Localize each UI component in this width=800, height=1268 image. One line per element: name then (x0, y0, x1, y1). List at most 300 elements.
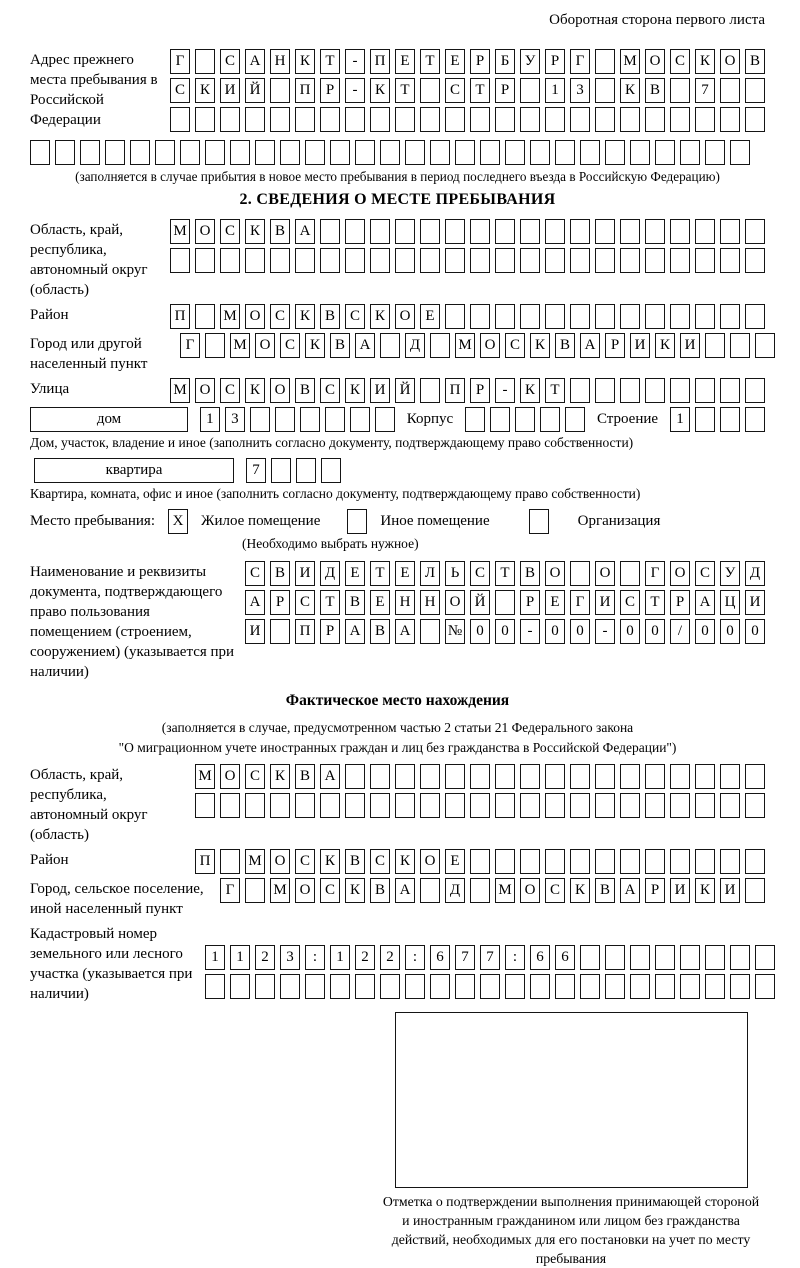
char-box (630, 974, 650, 999)
char-box (345, 248, 365, 273)
char-box (370, 793, 390, 818)
char-box (745, 107, 765, 132)
char-box: Р (320, 619, 340, 644)
char-box: В (745, 49, 765, 74)
char-box (720, 248, 740, 273)
char-box (345, 764, 365, 789)
document-rows (245, 561, 765, 648)
char-box: О (270, 849, 290, 874)
char-box: С (170, 78, 190, 103)
char-box: Р (495, 78, 515, 103)
char-box: Л (420, 561, 440, 586)
char-box: У (720, 561, 740, 586)
actual-city-boxes (220, 878, 765, 903)
char-box: : (405, 945, 425, 970)
char-box: С (320, 878, 340, 903)
char-box: 2 (255, 945, 275, 970)
char-box (220, 248, 240, 273)
char-box: 0 (495, 619, 515, 644)
char-box: Е (445, 49, 465, 74)
char-box: Р (470, 378, 490, 403)
char-box (670, 78, 690, 103)
char-box (545, 219, 565, 244)
char-box: О (670, 561, 690, 586)
stroenie-boxes (670, 407, 765, 432)
actual-district-row (30, 849, 765, 874)
char-box: В (270, 219, 290, 244)
char-box: К (570, 878, 590, 903)
char-box (320, 107, 340, 132)
char-box: Ь (445, 561, 465, 586)
char-box (645, 764, 665, 789)
cadastral-label: Кадастровый номер земельного или лесного участка (указывается при наличии) (30, 926, 193, 1002)
char-box (270, 619, 290, 644)
char-box: В (520, 561, 540, 586)
char-box: А (395, 878, 415, 903)
char-box: К (695, 878, 715, 903)
char-box: А (695, 590, 715, 615)
char-box (375, 407, 395, 432)
cadastral-rows (205, 923, 775, 1003)
char-box (530, 974, 550, 999)
char-box (490, 407, 510, 432)
char-box (620, 304, 640, 329)
char-box (321, 458, 341, 483)
char-box (695, 304, 715, 329)
char-box: И (245, 619, 265, 644)
house-row (30, 407, 765, 432)
region-label: Область, край, республика, автономный округ (область) (30, 222, 148, 298)
char-box (230, 974, 250, 999)
char-box (520, 78, 540, 103)
char-box: 3 (570, 78, 590, 103)
apartment-boxes (246, 458, 341, 483)
char-box (605, 974, 625, 999)
char-box: Д (405, 333, 425, 358)
char-box (195, 793, 215, 818)
char-box: С (280, 333, 300, 358)
stay-checkbox-other (347, 509, 367, 534)
char-box: Е (395, 561, 415, 586)
char-box: Т (370, 561, 390, 586)
house-note: Дом, участок, владение и иное (заполнить согласно документу, подтверждающему право собственности) (30, 435, 634, 450)
char-box (445, 764, 465, 789)
district-row (30, 304, 765, 329)
char-box: К (395, 849, 415, 874)
char-box (745, 304, 765, 329)
char-box: С (695, 561, 715, 586)
char-box: О (255, 333, 275, 358)
char-box: Е (445, 849, 465, 874)
char-box (670, 793, 690, 818)
char-box: О (245, 304, 265, 329)
char-box (280, 140, 300, 165)
char-box: Г (570, 49, 590, 74)
char-box: 0 (470, 619, 490, 644)
char-box: О (480, 333, 500, 358)
char-box: К (270, 764, 290, 789)
char-box (595, 304, 615, 329)
char-box (695, 248, 715, 273)
char-box (245, 248, 265, 273)
char-box (620, 764, 640, 789)
char-box (420, 793, 440, 818)
char-box: 1 (670, 407, 690, 432)
char-box (155, 140, 175, 165)
char-box: И (220, 78, 240, 103)
apartment-row (34, 458, 765, 483)
char-box (545, 849, 565, 874)
char-box (345, 107, 365, 132)
document-row-1 (245, 561, 765, 586)
char-box (270, 107, 290, 132)
char-box: С (295, 590, 315, 615)
char-box: - (520, 619, 540, 644)
char-box (345, 219, 365, 244)
char-box: О (270, 378, 290, 403)
char-box (745, 248, 765, 273)
document-row-3 (245, 619, 765, 644)
char-box (620, 219, 640, 244)
char-box (720, 407, 740, 432)
stay-type-label: Место пребывания: (30, 513, 155, 529)
region-row-1 (170, 219, 765, 244)
char-box: 1 (545, 78, 565, 103)
char-box: К (345, 378, 365, 403)
char-box (275, 407, 295, 432)
char-box (730, 945, 750, 970)
char-box: С (270, 304, 290, 329)
char-box (670, 849, 690, 874)
char-box (245, 878, 265, 903)
char-box (270, 793, 290, 818)
char-box (570, 219, 590, 244)
char-box: А (395, 619, 415, 644)
char-box (470, 764, 490, 789)
char-box (495, 107, 515, 132)
char-box (695, 793, 715, 818)
char-box (105, 140, 125, 165)
char-box (595, 764, 615, 789)
actual-district-boxes (195, 849, 765, 874)
char-box (395, 248, 415, 273)
char-box (405, 140, 425, 165)
char-box (170, 248, 190, 273)
char-box: К (530, 333, 550, 358)
char-box (430, 140, 450, 165)
char-box (330, 140, 350, 165)
char-box: - (345, 49, 365, 74)
char-box (505, 974, 525, 999)
char-box: М (620, 49, 640, 74)
char-box: М (170, 378, 190, 403)
char-box (480, 974, 500, 999)
char-box: 6 (530, 945, 550, 970)
actual-city-row (30, 878, 765, 919)
char-box (195, 304, 215, 329)
char-box (295, 793, 315, 818)
char-box (695, 849, 715, 874)
char-box (605, 140, 625, 165)
prev-address-row-3 (170, 107, 765, 132)
confirmation-stamp-area (395, 1012, 748, 1188)
char-box: С (620, 590, 640, 615)
prev-address-label: Адрес прежнего места пребывания в Российской Федерации (30, 52, 158, 128)
char-box: П (295, 78, 315, 103)
char-box: Р (645, 878, 665, 903)
char-box: Р (670, 590, 690, 615)
char-box (595, 49, 615, 74)
city-boxes (180, 333, 775, 358)
char-box: Р (605, 333, 625, 358)
char-box (30, 140, 50, 165)
char-box: Т (645, 590, 665, 615)
char-box (420, 378, 440, 403)
char-box (520, 764, 540, 789)
char-box (520, 849, 540, 874)
char-box: К (345, 878, 365, 903)
char-box (320, 248, 340, 273)
char-box: В (370, 878, 390, 903)
char-box (720, 378, 740, 403)
char-box (470, 219, 490, 244)
char-box: П (445, 378, 465, 403)
char-box: Д (320, 561, 340, 586)
char-box: О (520, 878, 540, 903)
char-box (565, 407, 585, 432)
stay-checkbox-organization (529, 509, 549, 534)
char-box: А (245, 590, 265, 615)
char-box: 0 (645, 619, 665, 644)
char-box (355, 140, 375, 165)
char-box: М (270, 878, 290, 903)
char-box: О (645, 49, 665, 74)
char-box (720, 849, 740, 874)
char-box: К (370, 78, 390, 103)
char-box: Н (420, 590, 440, 615)
char-box (245, 107, 265, 132)
char-box (645, 849, 665, 874)
char-box (745, 793, 765, 818)
char-box: И (745, 590, 765, 615)
char-box: Й (395, 378, 415, 403)
char-box (520, 248, 540, 273)
char-box (655, 140, 675, 165)
char-box: - (345, 78, 365, 103)
char-box (580, 945, 600, 970)
char-box (245, 793, 265, 818)
cadastral-block (30, 923, 765, 1004)
char-box: Д (445, 878, 465, 903)
char-box (630, 140, 650, 165)
char-box (570, 793, 590, 818)
char-box: М (170, 219, 190, 244)
char-box (395, 107, 415, 132)
char-box: № (445, 619, 465, 644)
char-box (325, 407, 345, 432)
char-box: В (330, 333, 350, 358)
char-box: Е (370, 590, 390, 615)
actual-location-note-line1: (заполняется в случае, предусмотренном частью 2 статьи 21 Федерального закона (161, 720, 634, 735)
char-box (250, 407, 270, 432)
char-box (470, 107, 490, 132)
char-box: С (445, 78, 465, 103)
char-box (370, 248, 390, 273)
char-box (420, 878, 440, 903)
char-box (745, 764, 765, 789)
char-box (505, 140, 525, 165)
char-box (420, 619, 440, 644)
char-box: : (305, 945, 325, 970)
char-box (555, 140, 575, 165)
street-row (30, 378, 765, 403)
char-box (705, 945, 725, 970)
char-box (420, 107, 440, 132)
char-box: 1 (330, 945, 350, 970)
char-box: Р (520, 590, 540, 615)
char-box (545, 793, 565, 818)
char-box: Б (495, 49, 515, 74)
char-box (495, 764, 515, 789)
char-box (445, 219, 465, 244)
char-box (720, 304, 740, 329)
char-box (570, 107, 590, 132)
char-box: О (195, 378, 215, 403)
char-box (280, 974, 300, 999)
prev-address-block (30, 49, 765, 136)
stay-option-organization-label: Организация (577, 513, 661, 529)
district-boxes (170, 304, 765, 329)
char-box: С (220, 378, 240, 403)
char-box (680, 140, 700, 165)
char-box (370, 764, 390, 789)
char-box (295, 107, 315, 132)
char-box (670, 248, 690, 273)
char-box: К (655, 333, 675, 358)
char-box: Т (320, 49, 340, 74)
char-box (745, 219, 765, 244)
char-box (430, 333, 450, 358)
document-label: Наименование и реквизиты документа, подтверждающего право пользования помещением (строением, сооружением) (указывается при наличии) (30, 564, 235, 680)
char-box: У (520, 49, 540, 74)
prev-address-row-2 (170, 78, 765, 103)
char-box: М (230, 333, 250, 358)
char-box: С (370, 849, 390, 874)
char-box: К (305, 333, 325, 358)
char-box: К (295, 49, 315, 74)
char-box: Е (345, 561, 365, 586)
char-box: Е (420, 304, 440, 329)
char-box: Р (320, 78, 340, 103)
prev-address-row-4 (30, 140, 765, 165)
actual-region-rows (195, 764, 765, 822)
char-box: Т (420, 49, 440, 74)
char-box: В (270, 561, 290, 586)
char-box (230, 140, 250, 165)
house-number-boxes (200, 407, 395, 432)
house-type-box: дом (30, 407, 188, 432)
char-box (595, 849, 615, 874)
char-box: С (345, 304, 365, 329)
char-box (670, 107, 690, 132)
char-box: А (355, 333, 375, 358)
char-box: 2 (355, 945, 375, 970)
char-box (296, 458, 316, 483)
char-box: К (695, 49, 715, 74)
char-box (595, 248, 615, 273)
actual-location-title: Фактическое место нахождения (285, 692, 510, 709)
char-box (695, 407, 715, 432)
char-box: О (445, 590, 465, 615)
char-box: 7 (246, 458, 266, 483)
char-box: Т (395, 78, 415, 103)
char-box (520, 219, 540, 244)
char-box: К (295, 304, 315, 329)
char-box: Д (745, 561, 765, 586)
char-box (320, 219, 340, 244)
document-block (30, 561, 765, 682)
char-box (645, 107, 665, 132)
char-box: Е (545, 590, 565, 615)
apartment-type-box: квартира (34, 458, 234, 483)
char-box: П (195, 849, 215, 874)
char-box (170, 107, 190, 132)
char-box (595, 378, 615, 403)
char-box (755, 945, 775, 970)
char-box (720, 219, 740, 244)
char-box: Т (470, 78, 490, 103)
actual-region-row-1 (195, 764, 765, 789)
char-box (55, 140, 75, 165)
char-box: 0 (620, 619, 640, 644)
char-box (745, 78, 765, 103)
char-box (570, 304, 590, 329)
char-box (520, 304, 540, 329)
char-box (695, 107, 715, 132)
char-box (305, 974, 325, 999)
char-box: Р (270, 590, 290, 615)
char-box (705, 333, 725, 358)
stay-note: (Необходимо выбрать нужное) (242, 536, 419, 551)
char-box: Г (170, 49, 190, 74)
char-box: С (295, 849, 315, 874)
char-box (380, 974, 400, 999)
char-box (695, 764, 715, 789)
char-box (405, 974, 425, 999)
char-box (745, 378, 765, 403)
char-box: А (620, 878, 640, 903)
char-box (470, 878, 490, 903)
prev-address-rows (170, 49, 765, 136)
char-box: 3 (280, 945, 300, 970)
char-box (205, 140, 225, 165)
char-box: С (220, 219, 240, 244)
char-box: Е (395, 49, 415, 74)
region-row-2 (170, 248, 765, 273)
city-label: Город или другой населенный пункт (30, 336, 148, 372)
char-box: М (220, 304, 240, 329)
actual-region-label: Область, край, республика, автономный округ (область) (30, 767, 148, 843)
char-box (545, 107, 565, 132)
char-box (220, 849, 240, 874)
char-box: : (505, 945, 525, 970)
char-box (580, 974, 600, 999)
char-box (570, 378, 590, 403)
char-box: 0 (570, 619, 590, 644)
char-box: В (345, 849, 365, 874)
char-box (370, 219, 390, 244)
char-box (755, 333, 775, 358)
